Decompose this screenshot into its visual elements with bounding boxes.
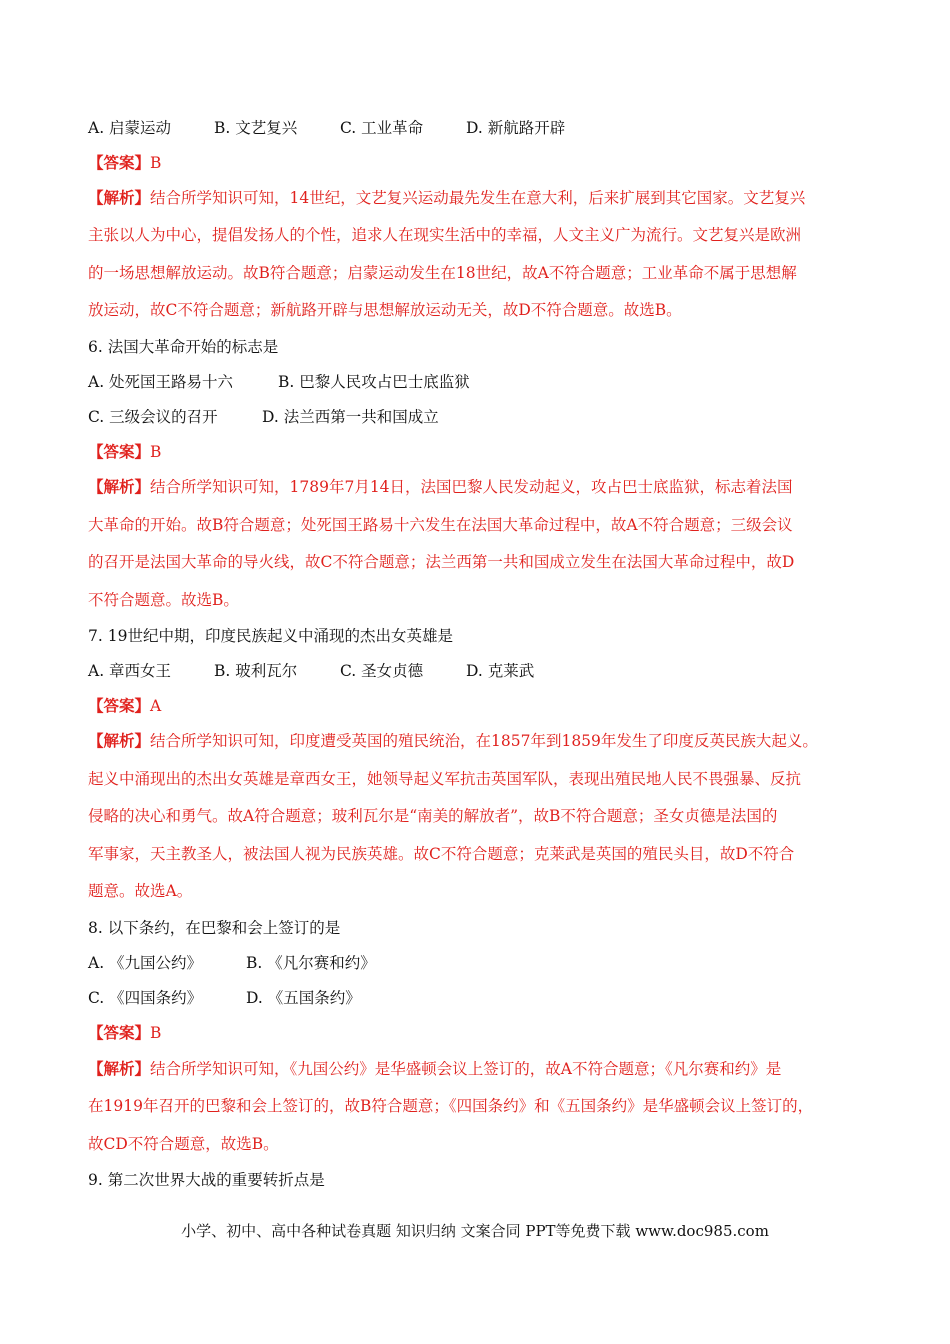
answer-tag: 【答案】 bbox=[88, 696, 151, 715]
q9-question: 9. 第二次世界大战的重要转折点是 bbox=[88, 1171, 325, 1189]
q6-analysis-line-3: 的召开是法国大革命的导火线，故C不符合题意；法兰西第一共和国成立发生在法国大革命过程中，故D bbox=[88, 553, 795, 571]
q6-option-c: C. 三级会议的召开 bbox=[88, 408, 218, 426]
answer-value: A bbox=[150, 697, 162, 715]
q8-option-b: B. 《凡尔赛和约》 bbox=[246, 954, 376, 972]
q7-question: 7. 19世纪中期，印度民族起义中涌现的杰出女英雄是 bbox=[88, 627, 453, 645]
q6-option-a: A. 处死国王路易十六 bbox=[88, 373, 234, 391]
q6-options-row-2 bbox=[88, 407, 439, 427]
analysis-text: 结合所学知识可知，印度遭受英国的殖民统治，在1857年到1859年发生了印度反英民族大起义。 bbox=[150, 732, 818, 750]
q6-analysis-line-1 bbox=[88, 477, 793, 497]
q5-option-d: D. 新航路开辟 bbox=[466, 119, 566, 137]
q7-answer bbox=[88, 696, 161, 716]
q5-options bbox=[88, 118, 565, 138]
q5-option-b: B. 文艺复兴 bbox=[214, 119, 298, 137]
page-footer: 小学、初中、高中各种试卷真题 知识归纳 文案合同 PPT等免费下载 www.doc985.com bbox=[181, 1222, 769, 1240]
q7-option-d: D. 克莱武 bbox=[466, 662, 535, 680]
q8-option-a: A. 《九国公约》 bbox=[88, 954, 203, 972]
q8-options-row-2 bbox=[88, 988, 361, 1008]
analysis-tag: 【解析】 bbox=[88, 477, 151, 496]
q5-analysis-line-3: 的一场思想解放运动。故B符合题意；启蒙运动发生在18世纪，故A不符合题意；工业革命不属于思想解 bbox=[88, 264, 797, 282]
q5-analysis-line-4: 放运动，故C不符合题意；新航路开辟与思想解放运动无关，故D不符合题意。故选B。 bbox=[88, 301, 682, 319]
q5-answer bbox=[88, 153, 161, 173]
q8-option-c: C. 《四国条约》 bbox=[88, 989, 203, 1007]
q5-option-a: A. 启蒙运动 bbox=[88, 119, 172, 137]
q8-answer bbox=[88, 1023, 161, 1043]
answer-value: B bbox=[150, 154, 162, 172]
q6-question: 6. 法国大革命开始的标志是 bbox=[88, 338, 279, 356]
q7-analysis-line-2: 起义中涌现出的杰出女英雄是章西女王，她领导起义军抗击英国军队，表现出殖民地人民不畏强暴、反抗 bbox=[88, 770, 802, 788]
q8-question: 8. 以下条约，在巴黎和会上签订的是 bbox=[88, 919, 341, 937]
q7-options bbox=[88, 661, 534, 681]
analysis-text: 结合所学知识可知，14世纪，文艺复兴运动最先发生在意大利，后来扩展到其它国家。文艺复兴 bbox=[150, 189, 806, 207]
analysis-text: 结合所学知识可知，1789年7月14日，法国巴黎人民发动起义，攻占巴士底监狱，标志着法国 bbox=[150, 478, 793, 496]
q6-option-d: D. 法兰西第一共和国成立 bbox=[262, 408, 439, 426]
answer-tag: 【答案】 bbox=[88, 153, 151, 172]
q8-option-d: D. 《五国条约》 bbox=[246, 989, 361, 1007]
q5-analysis-line-1 bbox=[88, 188, 805, 208]
q7-analysis-line-4: 军事家，天主教圣人，被法国人视为民族英雄。故C不符合题意；克莱武是英国的殖民头目，故D不符合 bbox=[88, 845, 795, 863]
q8-analysis-line-1 bbox=[88, 1059, 781, 1079]
q7-analysis-line-1 bbox=[88, 731, 818, 751]
q8-analysis-line-3: 故CD不符合题意，故选B。 bbox=[88, 1135, 279, 1153]
answer-value: B bbox=[150, 443, 162, 461]
q6-options-row-1 bbox=[88, 372, 470, 392]
q7-option-a: A. 章西女王 bbox=[88, 662, 172, 680]
answer-value: B bbox=[150, 1024, 162, 1042]
q7-analysis-line-5: 题意。故选A。 bbox=[88, 882, 193, 900]
q6-option-b: B. 巴黎人民攻占巴士底监狱 bbox=[278, 373, 470, 391]
q5-analysis-line-2: 主张以人为中心，提倡发扬人的个性，追求人在现实生活中的幸福，人文主义广为流行。文艺复兴是欧洲 bbox=[88, 226, 802, 244]
analysis-text: 结合所学知识可知，《九国公约》是华盛顿会议上签订的，故A不符合题意；《凡尔赛和约》是 bbox=[150, 1060, 782, 1078]
analysis-tag: 【解析】 bbox=[88, 1059, 151, 1078]
q7-option-c: C. 圣女贞德 bbox=[340, 662, 424, 680]
answer-tag: 【答案】 bbox=[88, 442, 151, 461]
answer-tag: 【答案】 bbox=[88, 1023, 151, 1042]
q7-option-b: B. 玻利瓦尔 bbox=[214, 662, 298, 680]
analysis-tag: 【解析】 bbox=[88, 188, 151, 207]
q8-analysis-line-2: 在1919年召开的巴黎和会上签订的，故B符合题意；《四国条约》和《五国条约》是华盛顿会议上签订的， bbox=[88, 1097, 814, 1115]
q6-analysis-line-4: 不符合题意。故选B。 bbox=[88, 591, 239, 609]
q6-answer bbox=[88, 442, 161, 462]
analysis-tag: 【解析】 bbox=[88, 731, 151, 750]
q7-analysis-line-3: 侵略的决心和勇气。故A符合题意；玻利瓦尔是“南美的解放者”，故B不符合题意；圣女贞德是法国的 bbox=[88, 807, 778, 825]
q5-option-c: C. 工业革命 bbox=[340, 119, 424, 137]
q8-options-row-1 bbox=[88, 953, 376, 973]
q6-analysis-line-2: 大革命的开始。故B符合题意；处死国王路易十六发生在法国大革命过程中，故A不符合题意；三级会议 bbox=[88, 516, 793, 534]
